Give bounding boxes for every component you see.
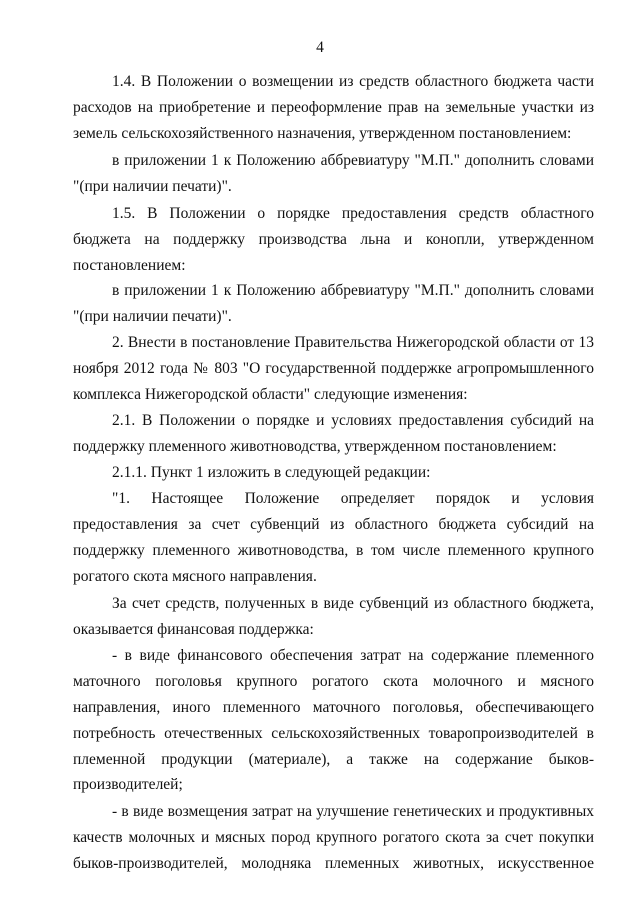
- text-line: поддержку племенного животноводства, в том числе племенного крупного: [73, 542, 594, 559]
- text-line: 2.1.1. Пункт 1 изложить в следующей редакции:: [112, 464, 431, 481]
- text-line: За счет средств, полученных в виде субвенций из областного бюджета,: [112, 595, 594, 612]
- text-line: "1. Настоящее Положение определяет порядок и условия: [112, 490, 594, 507]
- text-line: в приложении 1 к Положению аббревиатуру "М.П." дополнить словами: [112, 282, 594, 299]
- text-line: 1.4. В Положении о возмещении из средств областного бюджета части: [112, 73, 594, 90]
- text-line: быков-производителей, молодняка племенных животных, искусственное: [73, 855, 594, 872]
- text-line: земель сельскохозяйственного назначения, утвержденном постановлением:: [73, 125, 572, 142]
- text-line: производителей;: [73, 776, 183, 793]
- text-line: племенной продукции (материале), а также на содержание быков-: [73, 751, 594, 768]
- text-line: маточного поголовья крупного рогатого скота молочного и мясного: [73, 673, 594, 690]
- text-line: оказывается финансовая поддержка:: [73, 621, 314, 638]
- text-line: "(при наличии печати)".: [73, 178, 232, 195]
- page-number: 4: [316, 39, 324, 56]
- text-line: направления, иного племенного маточного поголовья, обеспечивающего: [73, 699, 594, 716]
- text-line: ноября 2012 года № 803 "О государственной поддержке агропромышленного: [73, 360, 594, 377]
- text-line: рогатого скота мясного направления.: [73, 568, 317, 585]
- text-line: "(при наличии печати)".: [73, 308, 232, 325]
- text-line: качеств молочных и мясных пород крупного рогатого скота за счет покупки: [73, 829, 594, 846]
- text-line: бюджета на поддержку производства льна и конопли, утвержденном: [73, 231, 594, 248]
- text-line: постановлением:: [73, 257, 186, 274]
- text-line: 2. Внести в постановление Правительства Нижегородской области от 13: [112, 334, 594, 351]
- text-line: в приложении 1 к Положению аббревиатуру "М.П." дополнить словами: [112, 152, 594, 169]
- text-line: - в виде финансового обеспечения затрат на содержание племенного: [112, 647, 594, 664]
- text-line: предоставления за счет субвенций из областного бюджета субсидий на: [73, 516, 594, 533]
- text-line: комплекса Нижегородской области" следующие изменения:: [73, 386, 468, 403]
- text-line: - в виде возмещения затрат на улучшение генетических и продуктивных: [112, 803, 594, 820]
- text-line: поддержку племенного животноводства, утвержденном постановлением:: [73, 438, 557, 455]
- text-line: потребность отечественных сельскохозяйственных товаропроизводителей в: [73, 725, 594, 742]
- text-line: 1.5. В Положении о порядке предоставления средств областного: [112, 205, 594, 222]
- text-line: расходов на приобретение и переоформление прав на земельные участки из: [73, 99, 594, 116]
- text-line: 2.1. В Положении о порядке и условиях предоставления субсидий на: [112, 412, 594, 429]
